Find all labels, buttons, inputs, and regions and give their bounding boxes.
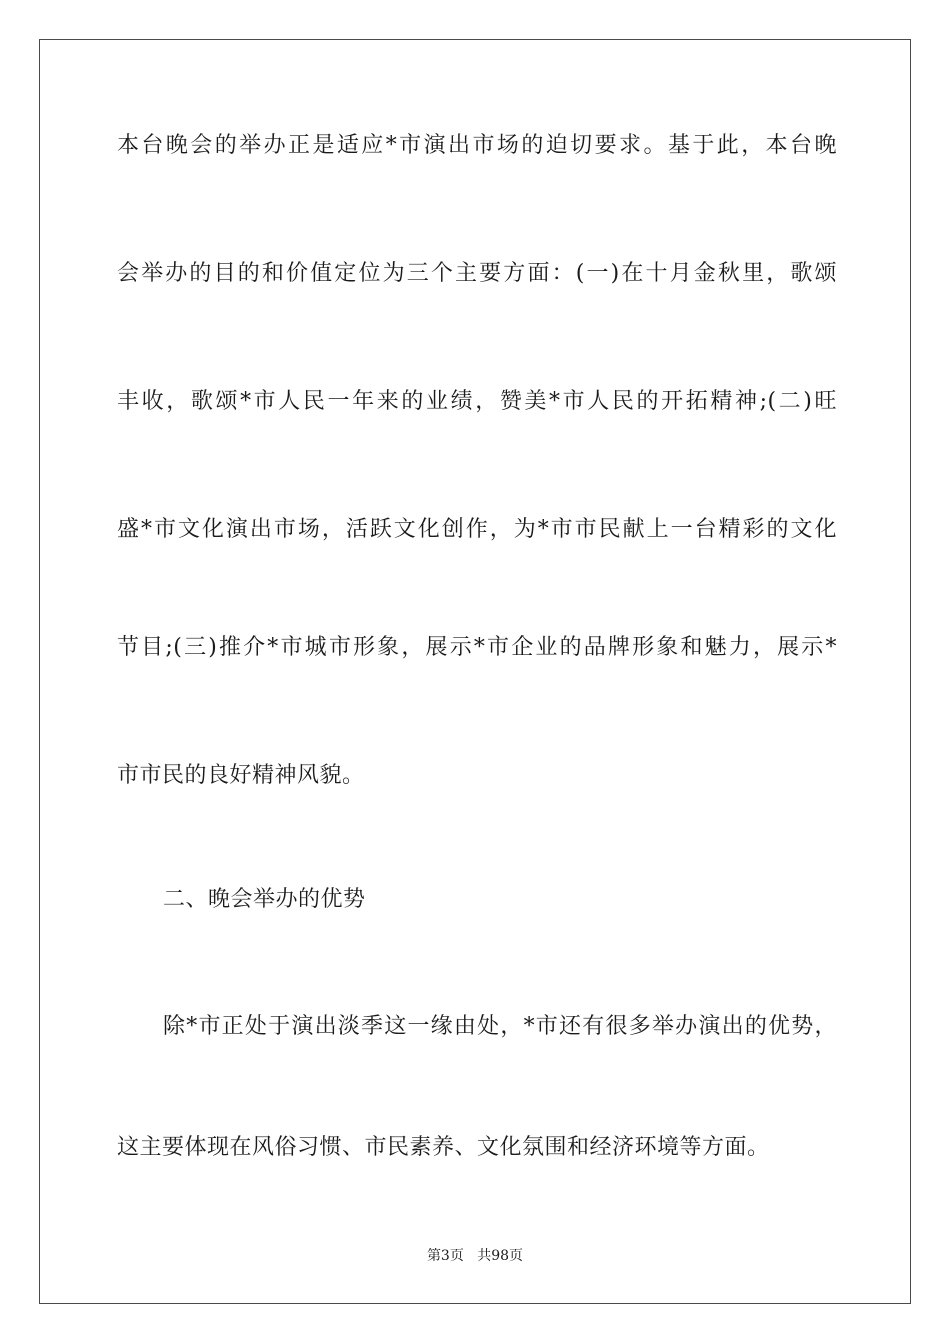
page-border (39, 39, 911, 1304)
paragraph-line-1: 本台晚会的举办正是适应*市演出市场的迫切要求。基于此，本台晚 (117, 133, 837, 158)
paragraph-line-7: 除*市正处于演出淡季这一缘由处，*市还有很多举办演出的优势， (163, 1014, 837, 1039)
page-total: 共98页 (477, 1248, 524, 1264)
paragraph-line-2: 会举办的目的和价值定位为三个主要方面：(一)在十月金秋里，歌颂 (117, 261, 837, 286)
page-number: 第3页 (426, 1248, 464, 1264)
paragraph-line-3: 丰收，歌颂*市人民一年来的业绩，赞美*市人民的开拓精神;(二)旺 (117, 389, 837, 414)
section-heading: 二、晚会举办的优势 (163, 887, 366, 912)
paragraph-line-5: 节目;(三)推介*市城市形象，展示*市企业的品牌形象和魅力，展示* (117, 635, 837, 660)
paragraph-line-8: 这主要体现在风俗习惯、市民素养、文化氛围和经济环境等方面。 (117, 1135, 770, 1160)
paragraph-line-4: 盛*市文化演出市场，活跃文化创作，为*市市民献上一台精彩的文化 (117, 517, 837, 542)
paragraph-line-6: 市市民的良好精神风貌。 (117, 763, 365, 788)
page-footer (0, 1247, 950, 1265)
